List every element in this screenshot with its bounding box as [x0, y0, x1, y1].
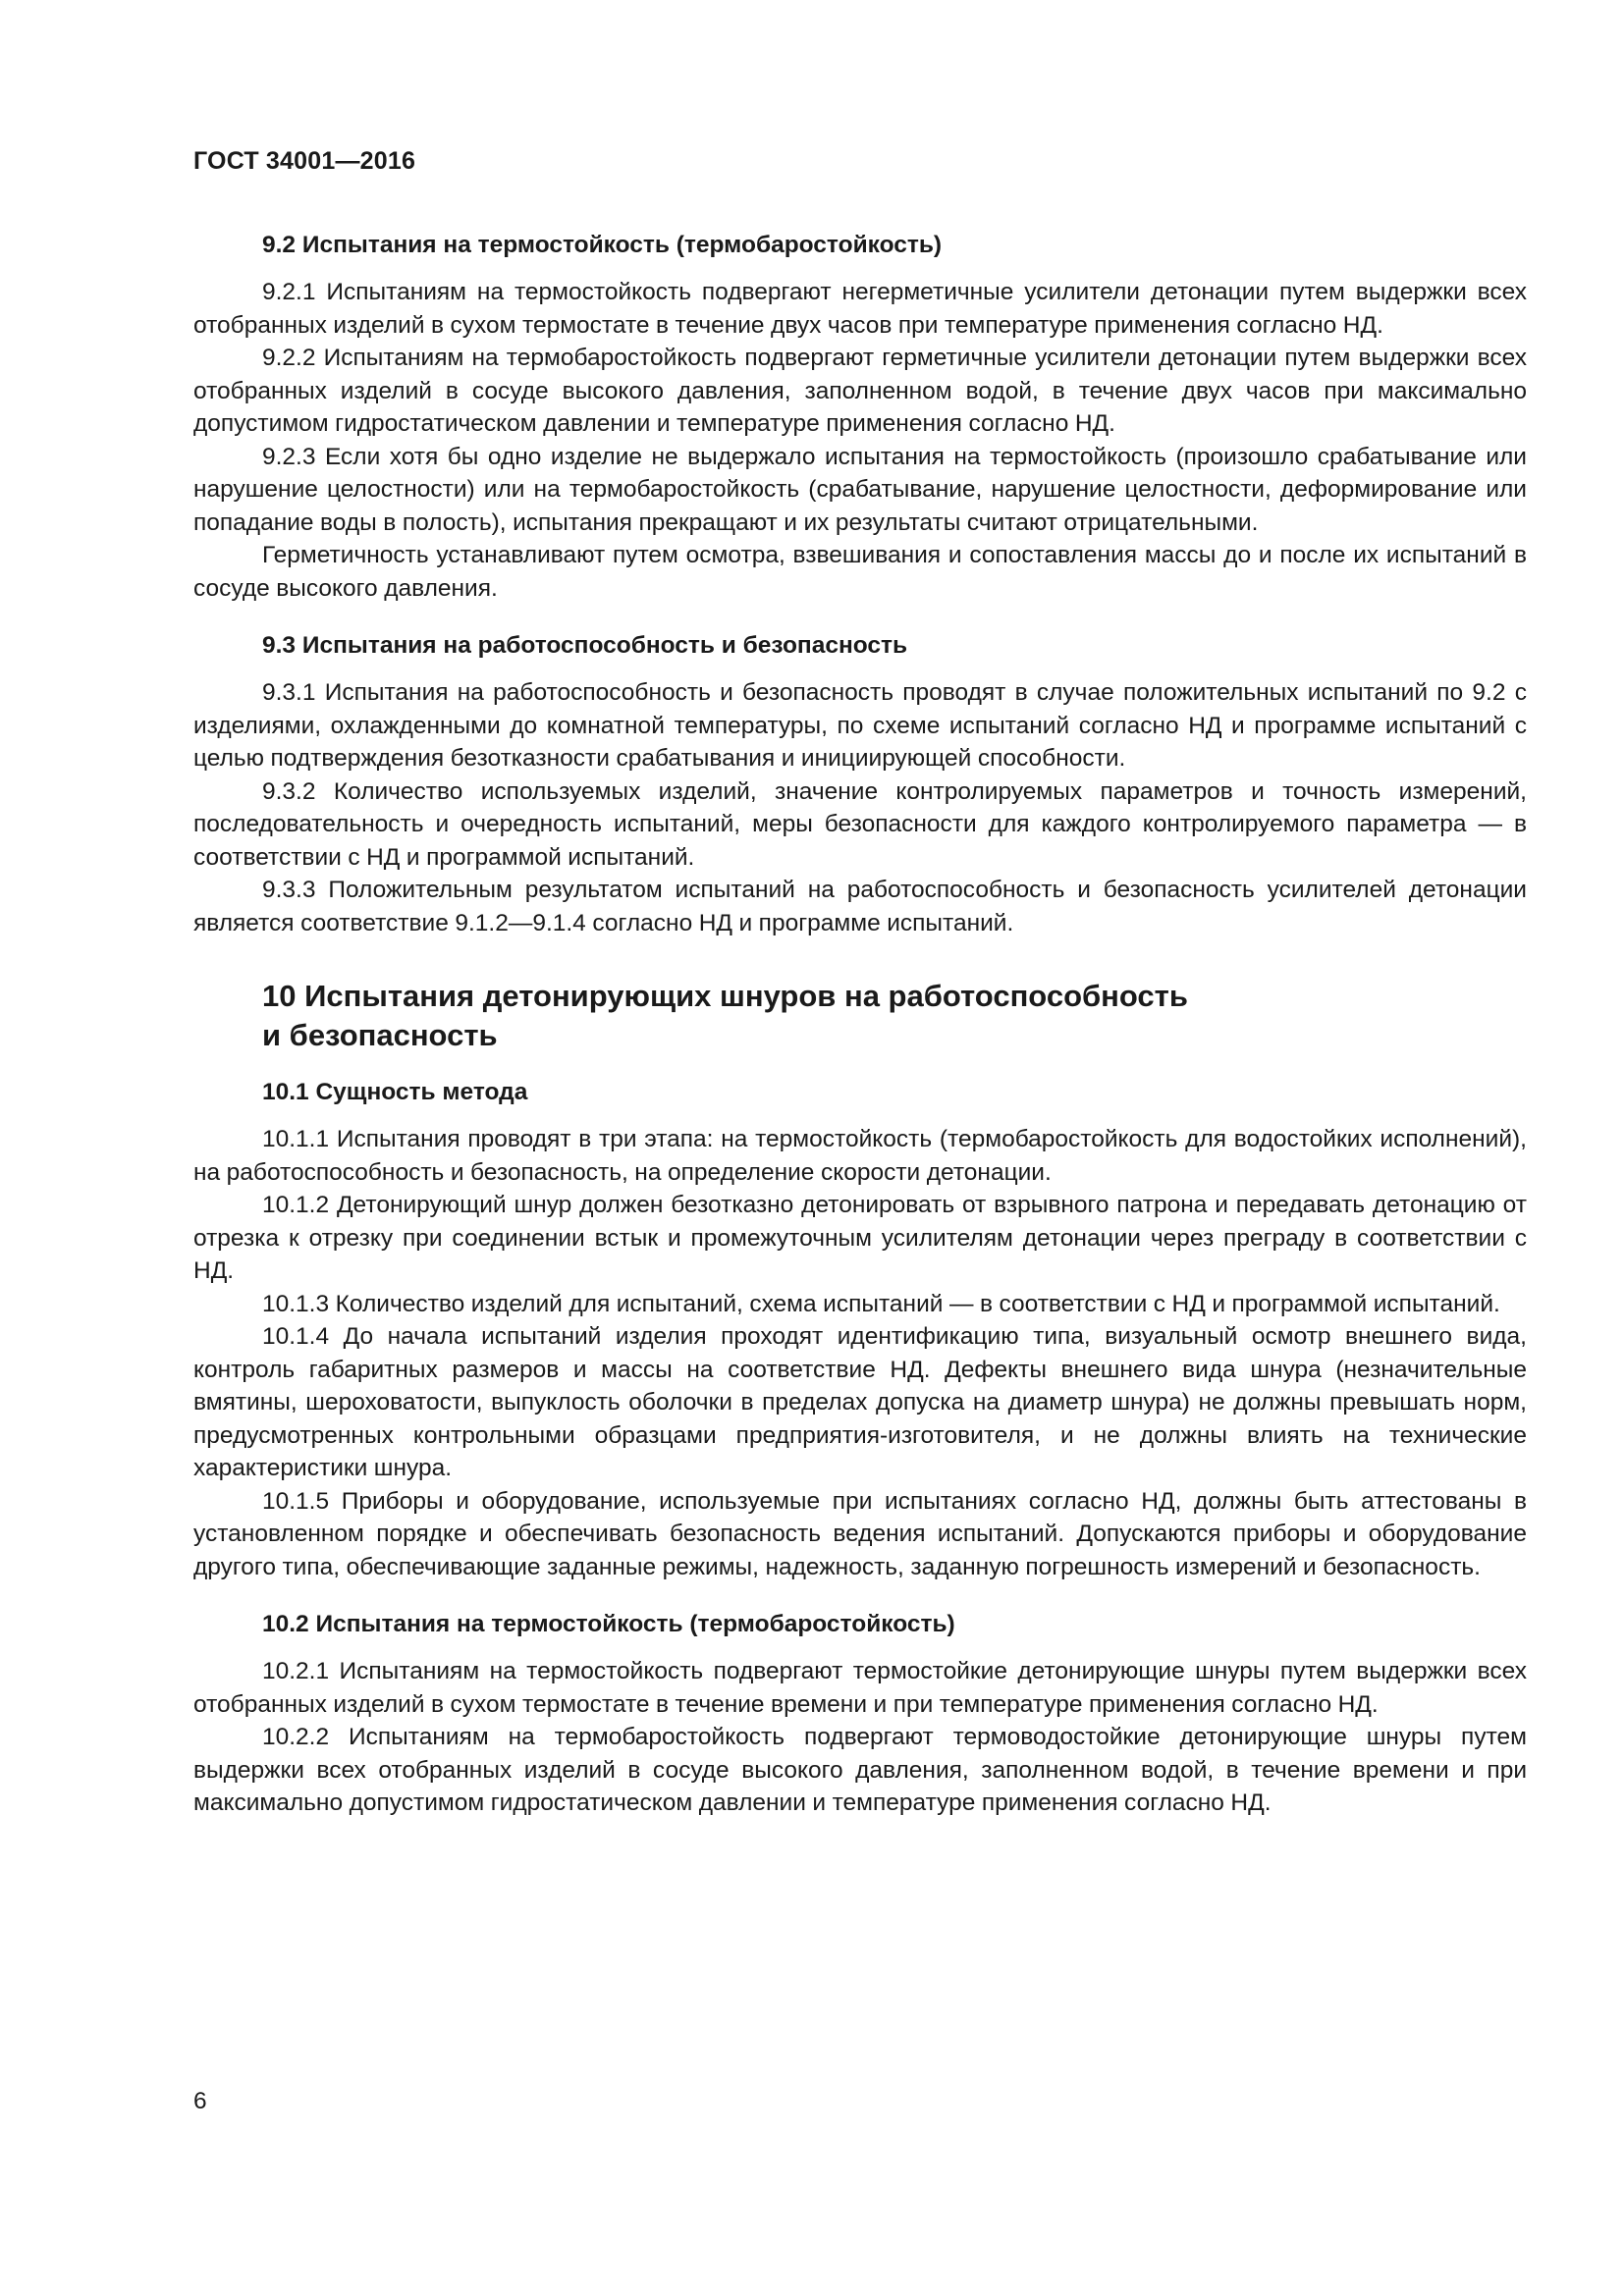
paragraph-9-3-2: 9.3.2 Количество используемых изделий, значение контролируемых параметров и точность измерений, последовательность и очередность испытаний, меры безопасности для каждого контролируемого параметра — в соответствии с НД и программой испытаний.	[193, 777, 1527, 871]
paragraph-9-3-3: 9.3.3 Положительным результатом испытаний на работоспособность и безопасность усилителей детонации является соответствие 9.1.2—9.1.4 согласно НД и программе испытаний.	[193, 877, 1527, 936]
paragraph-10-1-1: 10.1.1 Испытания проводят в три этапа: на термостойкость (термобаростойкость для водостойких исполнений), на работоспособность и безопасность, на определение скорости детонации.	[193, 1126, 1527, 1186]
paragraph-10-2-1: 10.2.1 Испытаниям на термостойкость подвергают термостойкие детонирующие шнуры путем выдержки всех отобранных изделий в сухом термостате в течение времени и при температуре применения согласно НД.	[193, 1658, 1527, 1718]
section-title-10-line-2: и безопасность	[262, 1018, 498, 1052]
subsection-title-10-2: 10.2 Испытания на термостойкость (термобаростойкость)	[262, 1611, 955, 1637]
paragraph-10-1-3: 10.1.3 Количество изделий для испытаний, схема испытаний — в соответствии с НД и программой испытаний.	[262, 1290, 1500, 1317]
subsection-title-9-3: 9.3 Испытания на работоспособность и безопасность	[262, 632, 908, 659]
paragraph-9-2-3: 9.2.3 Если хотя бы одно изделие не выдержало испытания на термостойкость (произошло срабатывание или нарушение целостности) или на термобаростойкость (срабатывание, нарушение целостности, деформирование или попадание воды в полость), испытания прекращают и их результаты считают отрицательными.	[193, 443, 1527, 536]
paragraph-10-2-2: 10.2.2 Испытаниям на термобаростойкость подвергают термоводостойкие детонирующие шнуры путем выдержки всех отобранных изделий в сосуде высокого давления, заполненном водой, в течение времени и при максимально допустимом гидростатическом давлении и температуре применения согласно НД.	[193, 1724, 1527, 1816]
paragraph-10-1-4: 10.1.4 До начала испытаний изделия проходят идентификацию типа, визуальный осмотр внешнего вида, контроль габаритных размеров и массы на соответствие НД. Дефекты внешнего вида шнура (незначительные вмятины, шероховатости, выпуклость оболочки в пределах допуска на диаметр шнура) не должны превышать норм, предусмотренных контрольными образцами предприятия-изготовителя, и не должны влиять на технические характеристики шнура.	[193, 1323, 1527, 1481]
paragraph-9-2-1: 9.2.1 Испытаниям на термостойкость подвергают негерметичные усилители детонации путем выдержки всех отобранных изделий в сухом термостате в течение двух часов при температуре применения согласно НД.	[193, 279, 1527, 339]
paragraph-9-2-2: 9.2.2 Испытаниям на термобаростойкость подвергают герметичные усилители детонации путем выдержки всех отобранных изделий в сосуде высокого давления, заполненном водой, в течение двух часов при максимально допустимом гидростатическом давлении и температуре применения согласно НД.	[193, 345, 1527, 437]
section-title-10-line-1: 10 Испытания детонирующих шнуров на работоспособность	[262, 979, 1188, 1013]
document-id-header: ГОСТ 34001—2016	[193, 147, 416, 175]
paragraph-9-3-1: 9.3.1 Испытания на работоспособность и безопасность проводят в случае положительных испытаний по 9.2 с изделиями, охлажденными до комнатной температуры, по схеме испытаний согласно НД и программе испытаний с целью подтверждения безотказности срабатывания и инициирующей способности.	[193, 679, 1527, 772]
page-number: 6	[193, 2088, 207, 2114]
section-title-10	[193, 977, 1527, 1055]
subsection-title-10-1: 10.1 Сущность метода	[262, 1079, 528, 1105]
paragraph-10-1-2: 10.1.2 Детонирующий шнур должен безотказно детонировать от взрывного патрона и передавать детонацию от отрезка к отрезку при соединении встык и промежуточным усилителям детонации через преграду в соответствии с НД.	[193, 1192, 1527, 1284]
page-content	[193, 228, 1527, 1820]
paragraph-9-2-hermeticity: Герметичность устанавливают путем осмотра, взвешивания и сопоставления массы до и после их испытаний в сосуде высокого давления.	[193, 542, 1527, 602]
subsection-title-9-2: 9.2 Испытания на термостойкость (термобаростойкость)	[262, 232, 943, 258]
paragraph-10-1-5: 10.1.5 Приборы и оборудование, используемые при испытаниях согласно НД, должны быть аттестованы в установленном порядке и обеспечивать безопасность ведения испытаний. Допускаются приборы и оборудование другого типа, обеспечивающие заданные режимы, надежность, заданную погрешность измерений и безопасность.	[193, 1487, 1527, 1580]
